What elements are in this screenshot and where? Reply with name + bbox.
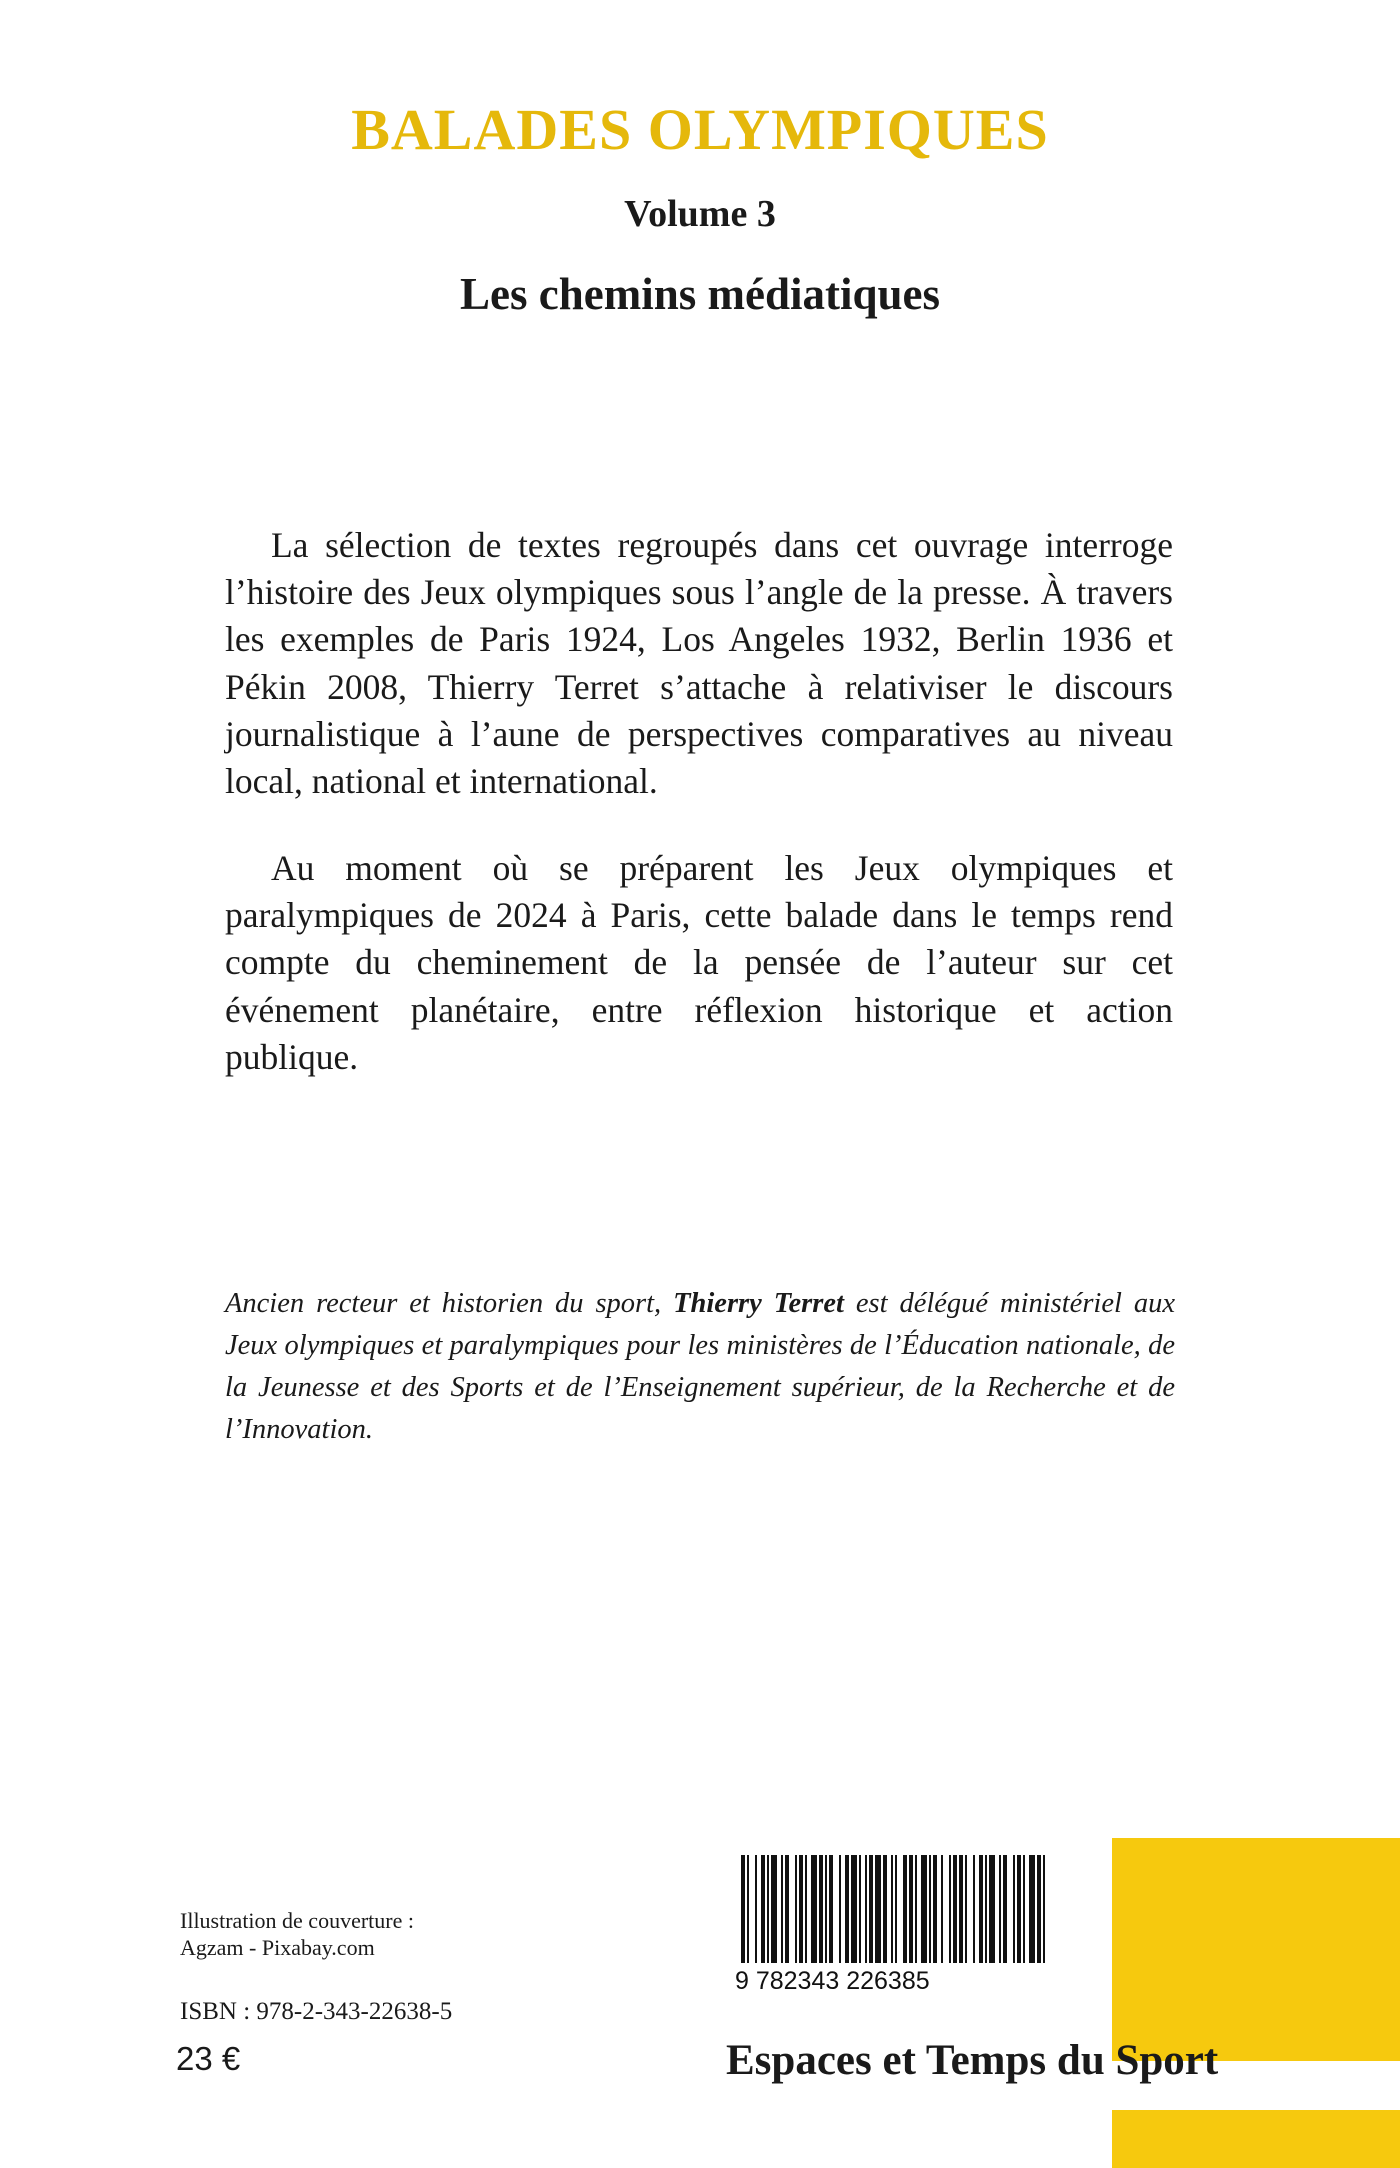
series-name: Espaces et Temps du Sport — [726, 2037, 1219, 2084]
barcode-bar — [895, 1855, 897, 1963]
summary-paragraph-1: La sélection de textes regroupés dans cet ouvrage interroge l’histoire des Jeux olympiques sous l’angle de la presse. À travers les exemples de Paris 1924, Los Angeles 1932, Berlin 1936 et Pékin 2008, Thierry Terret s’attache à relativiser le discours journalistique à l’aune de perspectives comparatives au niveau local, national et international. — [225, 525, 1173, 802]
author-name: Thierry Terret — [673, 1288, 844, 1319]
barcode-bar — [799, 1855, 803, 1963]
barcode-bar — [903, 1855, 907, 1963]
barcode-bar — [949, 1855, 951, 1963]
barcode-bar — [959, 1855, 963, 1963]
yellow-block-top — [1112, 1838, 1400, 2061]
barcode-bar — [989, 1855, 995, 1963]
barcode-bar — [865, 1855, 867, 1963]
barcode-bar — [839, 1855, 841, 1963]
barcode-bars — [741, 1855, 1045, 1963]
barcode-bar — [973, 1855, 975, 1963]
barcode-bar — [1013, 1855, 1015, 1963]
price: 23 € — [176, 2040, 241, 2077]
isbn: ISBN : 978-2-343-22638-5 — [180, 1998, 453, 2025]
barcode-bar — [909, 1855, 913, 1963]
barcode-bar — [771, 1855, 777, 1963]
barcode-bar — [1017, 1855, 1021, 1963]
bio-text-end: est délégué ministériel aux Jeux olympiques et paralympiques pour les ministères de l’Éducation nationale, de la Jeunesse et des Sports et de l’Enseignement supérieur, de la Recherche et de l’Innovation. — [225, 1288, 1175, 1445]
barcode-bar — [979, 1855, 983, 1963]
barcode-bar — [965, 1855, 967, 1963]
yellow-block-bottom — [1112, 2110, 1400, 2168]
barcode-bar — [999, 1855, 1001, 1963]
barcode-bar — [811, 1855, 817, 1963]
barcode-bar — [883, 1855, 887, 1963]
barcode-bar — [985, 1855, 987, 1963]
barcode-bar — [869, 1855, 873, 1963]
book-title: BALADES OLYMPIQUES — [351, 97, 1049, 162]
barcode-bar — [1003, 1855, 1007, 1963]
cover-credit — [180, 1907, 520, 1961]
author-bio — [225, 1283, 1175, 1451]
barcode-bar — [921, 1855, 927, 1963]
summary-paragraph-2: Au moment où se préparent les Jeux olympiques et paralympiques de 2024 à Paris, cette balade dans le temps rend compte du cheminement de la pensée de l’auteur sur cet événement planétaire, entre réflexion historique et action publique. — [225, 848, 1173, 1077]
barcode-bar — [785, 1855, 789, 1963]
barcode-bar — [851, 1855, 857, 1963]
barcode-bar — [1029, 1855, 1035, 1963]
barcode-bar — [741, 1855, 745, 1963]
barcode-bar — [929, 1855, 931, 1963]
barcode-bar — [953, 1855, 957, 1963]
barcode-bar — [747, 1855, 749, 1963]
barcode-bar — [1023, 1855, 1025, 1963]
book-subtitle: Les chemins médiatiques — [459, 269, 940, 319]
barcode-bar — [933, 1855, 937, 1963]
barcode-bar — [761, 1855, 765, 1963]
barcode — [735, 1855, 1051, 1993]
bio-text-start: Ancien recteur et historien du sport, — [225, 1288, 674, 1319]
barcode-bar — [859, 1855, 861, 1963]
barcode-bar — [829, 1855, 833, 1963]
volume-label: Volume 3 — [624, 193, 776, 235]
barcode-bar — [795, 1855, 797, 1963]
barcode-bar — [891, 1855, 893, 1963]
barcode-bar — [1043, 1855, 1045, 1963]
barcode-bar — [805, 1855, 807, 1963]
barcode-bar — [819, 1855, 823, 1963]
barcode-bar — [845, 1855, 849, 1963]
barcode-bar — [781, 1855, 783, 1963]
credit-line-2: Agzam - Pixabay.com — [180, 1935, 375, 1960]
barcode-bar — [875, 1855, 881, 1963]
barcode-bar — [1037, 1855, 1041, 1963]
barcode-bar — [767, 1855, 769, 1963]
barcode-bar — [825, 1855, 827, 1963]
barcode-bar — [915, 1855, 917, 1963]
barcode-bar — [941, 1855, 943, 1963]
barcode-digits: 9 782343 226385 — [735, 1967, 930, 1993]
credit-line-1: Illustration de couverture : — [180, 1908, 414, 1933]
barcode-bar — [755, 1855, 757, 1963]
